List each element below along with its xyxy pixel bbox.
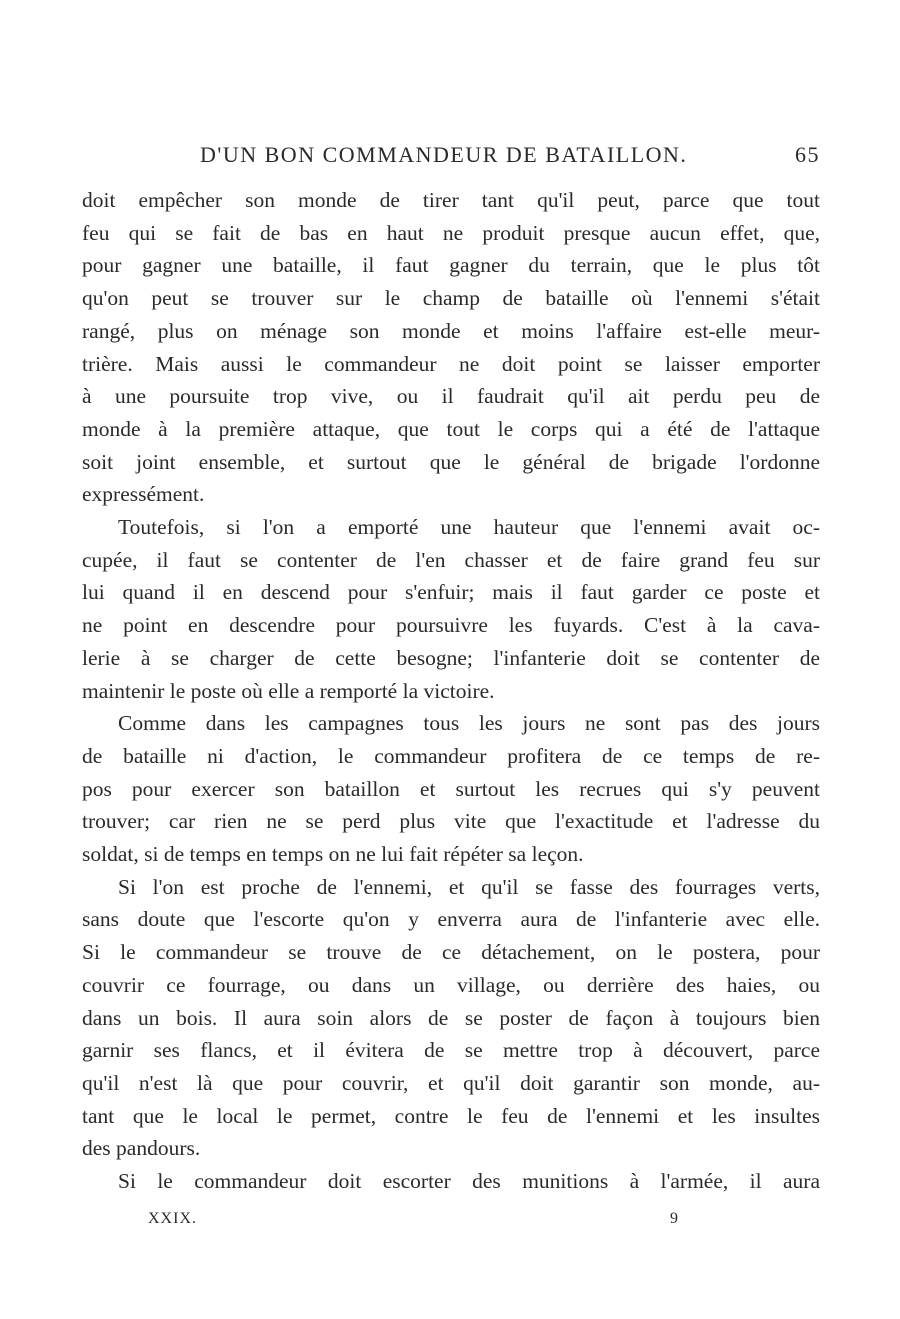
text-line: de bataille ni d'action, le commandeur profitera de ce temps de re- [82,743,820,768]
text-line: des pandours. [82,1136,201,1161]
text-line: sans doute que l'escorte qu'on y enverra aura de l'infanterie avec elle. [82,907,820,932]
text-line: pour gagner une bataille, il faut gagner du terrain, que le plus tôt [82,253,820,278]
text-line: maintenir le poste où elle a remporté la victoire. [82,678,495,703]
paragraph [82,511,820,707]
page-footer [82,1210,820,1234]
body-text [82,184,820,1198]
text-line: ne point en descendre pour poursuivre les fuyards. C'est à la cava- [82,613,820,638]
text-line: lerie à se charger de cette besogne; l'infanterie doit se contenter de [82,645,820,670]
text-line: trière. Mais aussi le commandeur ne doit point se laisser emporter [82,351,820,376]
text-line: doit empêcher son monde de tirer tant qu'il peut, parce que tout [82,188,820,212]
text-line: lui quand il en descend pour s'enfuir; mais il faut garder ce poste et [82,580,820,605]
signature-mark: XXIX. [148,1210,197,1227]
paragraph [82,184,820,511]
text-line: garnir ses flancs, et il évitera de se mettre trop à découvert, parce [82,1038,820,1063]
text-line: couvrir ce fourrage, ou dans un village, ou derrière des haies, ou [82,972,820,997]
text-line: pos pour exercer son bataillon et surtout les recrues qui s'y peuvent [82,776,820,801]
paragraph [82,1165,820,1198]
text-line: expressément. [82,482,205,507]
text-line: qu'il n'est là que pour couvrir, et qu'il doit garantir son monde, au- [82,1070,820,1095]
text-line: trouver; car rien ne se perd plus vite que l'exactitude et l'adresse du [82,809,820,834]
text-line: soldat, si de temps en temps on ne lui fait répéter sa leçon. [82,842,584,867]
text-line: Toutefois, si l'on a emporté une hauteur que l'ennemi avait oc- [118,515,820,540]
text-line: monde à la première attaque, que tout le corps qui a été de l'attaque [82,416,820,441]
text-line: soit joint ensemble, et surtout que le général de brigade l'ordonne [82,449,820,474]
page-number: 65 [795,142,820,167]
text-line: cupée, il faut se contenter de l'en chasser et de faire grand feu sur [82,547,820,572]
text-line: rangé, plus on ménage son monde et moins l'affaire est-elle meur- [82,318,820,343]
paragraph [82,871,820,1165]
text-line: Si le commandeur se trouve de ce détachement, on le postera, pour [82,940,820,965]
page-header [82,142,820,172]
sheet-number: 9 [670,1210,679,1227]
text-line: qu'on peut se trouver sur le champ de bataille où l'ennemi s'était [82,286,820,311]
text-line: tant que le local le permet, contre le feu de l'ennemi et les insultes [82,1103,820,1128]
paragraph [82,707,820,871]
text-line: Si le commandeur doit escorter des munitions à l'armée, il aura [118,1169,820,1194]
text-line: dans un bois. Il aura soin alors de se poster de façon à toujours bien [82,1005,820,1030]
text-line: Comme dans les campagnes tous les jours ne sont pas des jours [118,711,820,736]
text-line: feu qui se fait de bas en haut ne produit presque aucun effet, que, [82,220,820,245]
text-line: à une poursuite trop vive, ou il faudrait qu'il ait perdu peu de [82,384,820,409]
text-line: Si l'on est proche de l'ennemi, et qu'il se fasse des fourrages verts, [118,874,820,899]
running-title: D'UN BON COMMANDEUR DE BATAILLON. [200,142,688,167]
